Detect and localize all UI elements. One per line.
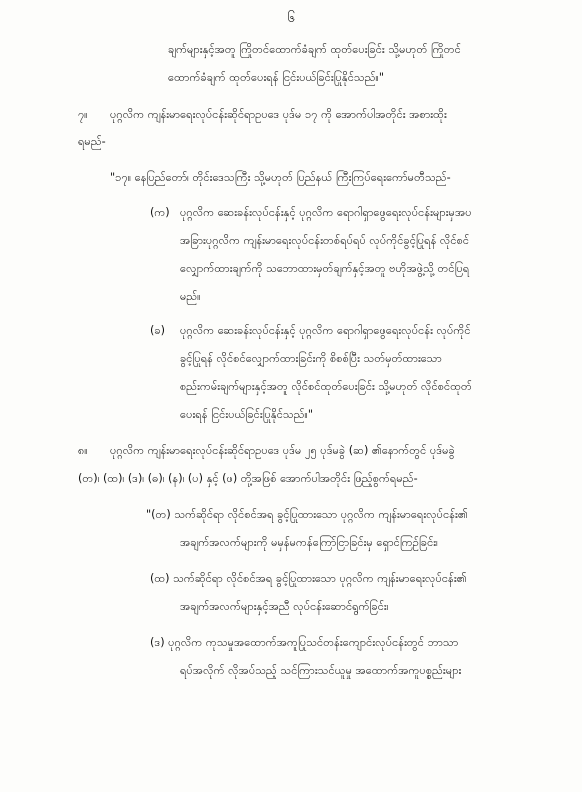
text-line: ပုဂ္ဂလိက ကျန်းမာရေးလုပ်ငန်းဆိုင်ရာဥပဒေ ပုဒ်မ ၁၇ ကို အောက်ပါအတိုင်း အစားထိုး [110,108,447,121]
text-line: ရပ်အလိုက် လိုအပ်သည့် သင်ကြားသင်ယူမှု အထောက်အကူပစ္စည်းများ [180,664,462,677]
text-line: (တ)၊ (ထ)၊ (ဒ)၊ (ဓ)၊ (န)၊ (ပ) နှင့် (ဖ) တို့အဖြစ် အောက်ပါအတိုင်း ဖြည့်စွက်ရမည်- [78,472,418,485]
text-line: ပေးရန် ငြင်းပယ်ခြင်းပြုနိုင်သည်။" [180,408,314,421]
text-line: "(တ) သက်ဆိုင်ရာ လိုင်စင်အရ ခွင့်ပြုထားသော ပုဂ္ဂလိက ကျန်းမာရေးလုပ်ငန်း၏ [146,508,468,521]
text-line: "၁၇။ နေပြည်တော်၊ တိုင်းဒေသကြီး သို့မဟုတ် ပြည်နယ် ကြီးကြပ်ရေးကော်မတီသည်- [110,171,451,184]
text-line: ပုဂ္ဂလိက ဆေးခန်းလုပ်ငန်းနှင့် ပုဂ္ဂလိက ရောဂါရှာဖွေရေးလုပ်ငန်းများမှအပ [180,206,472,219]
text-line: ပုဂ္ဂလိက ကျန်းမာရေးလုပ်ငန်းဆိုင်ရာဥပဒေ ပုဒ်မ ၂၅ ပုဒ်မခွဲ (ဆ) ၏နောက်တွင် ပုဒ်မခွဲ [110,444,455,457]
text-line: လျှောက်ထားချက်ကို သဘောထားမှတ်ချက်နှင့်အတူ ဗဟိုအဖွဲ့သို့ တင်ပြရ [180,262,470,275]
text-line: အချက်အလက်များကို မမှန်မကန်ကြော်ငြာခြင်းမှ ရှောင်ကြဉ်ခြင်း၊ [180,536,438,549]
text-line: (ဒ) ပုဂ္ဂလိက ကုသမှုအထောက်အကူပြုသင်တန်းကျောင်းလုပ်ငန်းတွင် ဘာသာ [150,636,459,649]
text-line: အချက်အလက်များနှင့်အညီ လုပ်ငန်းဆောင်ရွက်ခြင်း၊ [180,600,389,613]
text-line: စည်းကမ်းချက်များနှင့်အတူ လိုင်စင်ထုတ်ပေးခြင်း သို့မဟုတ် လိုင်စင်ထုတ် [180,380,472,393]
text-line: (ထ) သက်ဆိုင်ရာ လိုင်စင်အရ ခွင့်ပြုထားသော ပုဂ္ဂလိက ကျန်းမာရေးလုပ်ငန်း၏ [150,572,467,585]
clause-marker: (က) [150,206,170,219]
text-line: မည်။ [180,290,201,303]
clause-marker: (ခ) [150,324,166,337]
section-number: ၇။ [78,108,88,121]
text-line: ထောက်ခံချက် ထုတ်ပေးရန် ငြင်းပယ်ခြင်းပြုနိုင်သည်။" [168,71,385,84]
text-line: အခြားပုဂ္ဂလိက ကျန်းမာရေးလုပ်ငန်းတစ်ရပ်ရပ် လုပ်ကိုင်ခွင့်ပြုရန် လိုင်စင် [180,234,470,247]
text-line: ပုဂ္ဂလိက ဆေးခန်းလုပ်ငန်းနှင့် ပုဂ္ဂလိက ရောဂါရှာဖွေရေးလုပ်ငန်း လုပ်ကိုင် [180,324,471,337]
text-line: ရမည်- [78,135,106,148]
page-number: ၆ [287,11,295,26]
text-line: ချက်များနှင့်အတူ ကြိုတင်ထောက်ခံချက် ထုတ်ပေးခြင်း သို့မဟုတ် ကြိုတင် [168,43,461,56]
section-number: ၈။ [78,444,88,457]
text-line: ခွင့်ပြုရန် လိုင်စင်လျှောက်ထားခြင်းကို စိစစ်ပြီး သတ်မှတ်ထားသော [180,352,442,365]
